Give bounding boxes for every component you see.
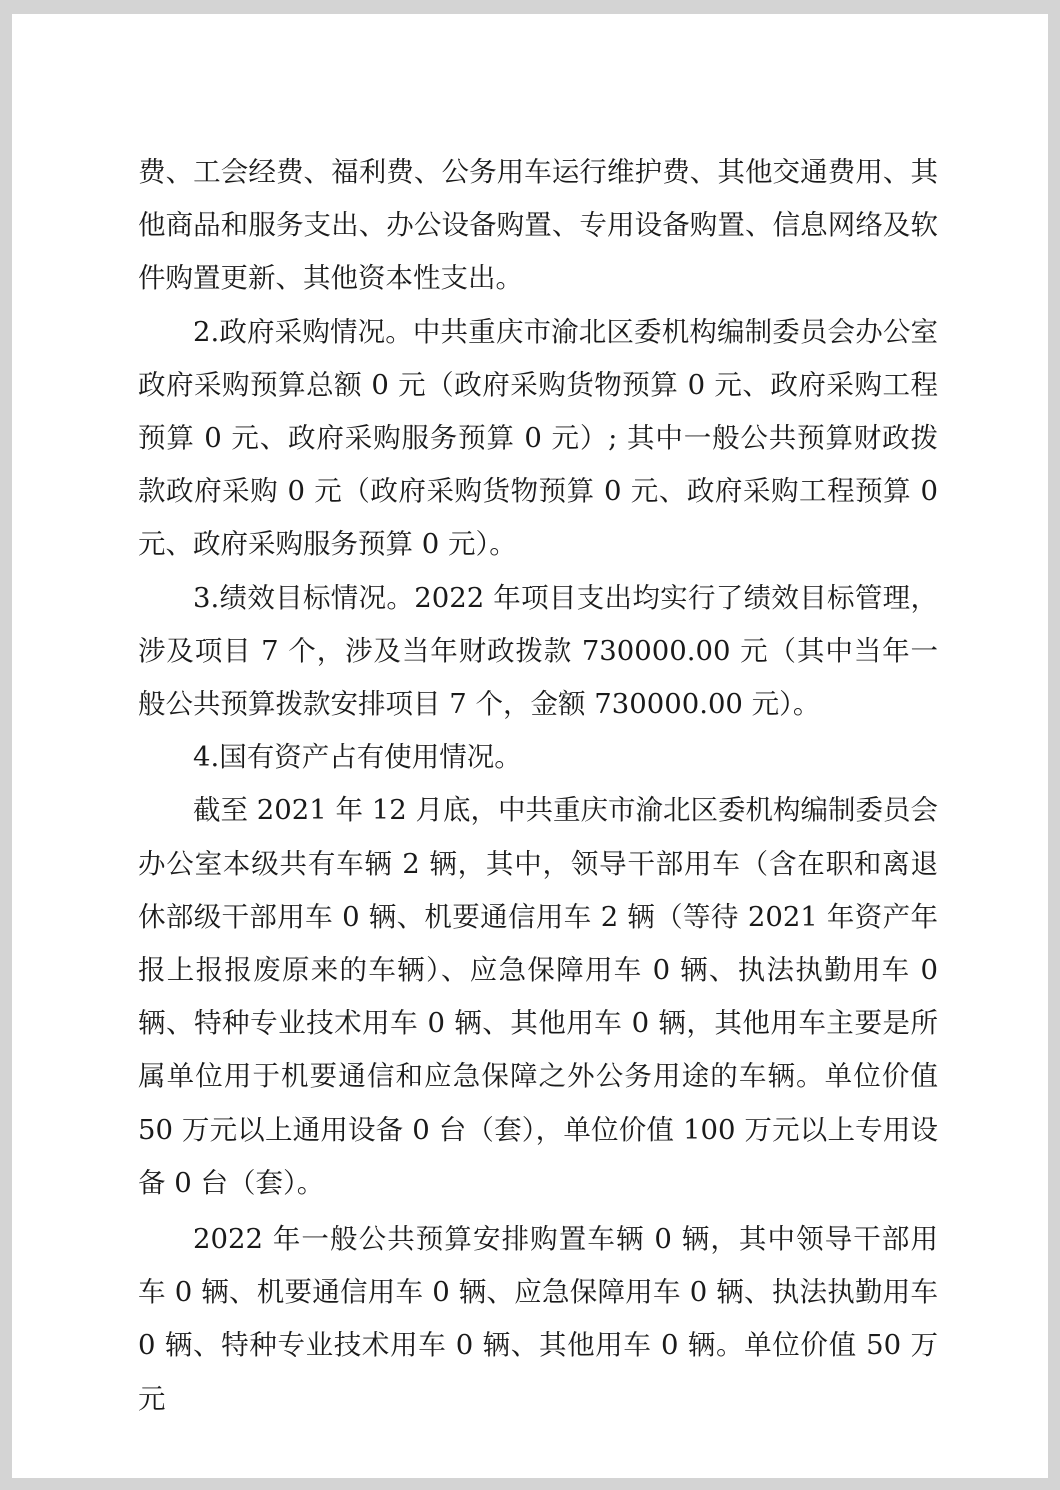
document-page <box>12 14 1048 1478</box>
paragraph-procurement: 2.政府采购情况。中共重庆市渝北区委机构编制委员会办公室政府采购预算总额 0 元（政府采购货物预算 0 元、政府采购工程预算 0 元、政府采购服务预算 0 元）; 其中一般公共预算财政拨款政府采购 0 元（政府采购货物预算 0 元、政府采购工程预算 0 元、政府采购服务预算 0 元）。 <box>138 315 938 561</box>
paragraph-performance: 3.绩效目标情况。2022 年项目支出均实行了绩效目标管理，涉及项目 7 个，涉及当年财政拨款 730000.00 元（其中当年一般公共预算拨款安排项目 7 个，金额 730000.00 元）。 <box>138 581 938 721</box>
document-body <box>138 146 938 1426</box>
paragraph-assets-heading: 4.国有资产占有使用情况。 <box>193 741 522 774</box>
paragraph-assets-2021: 截至 2021 年 12 月底，中共重庆市渝北区委机构编制委员会办公室本级共有车辆 2 辆，其中，领导干部用车（含在职和离退休部级干部用车 0 辆、机要通信用车 2 辆（等待 2021 年资产年报上报报废原来的车辆）、应急保障用车 0 辆、执法执勤用车 0 辆、特种专业技术用车 0 辆、其他用车 0 辆，其他用车主要是所属单位用于机要通信和应急保障之外公务用途的车辆。单位价值 50 万元以上通用设备 0 台（套），单位价值 100 万元以上专用设备 0 台（套）。 <box>138 794 938 1199</box>
paragraph-expense-continued: 费、工会经费、福利费、公务用车运行维护费、其他交通费用、其他商品和服务支出、办公设备购置、专用设备购置、信息网络及软件购置更新、其他资本性支出。 <box>138 156 938 295</box>
paragraph-vehicles-2022: 2022 年一般公共预算安排购置车辆 0 辆，其中领导干部用车 0 辆、机要通信用车 0 辆、应急保障用车 0 辆、执法执勤用车 0 辆、特种专业技术用车 0 辆、其他用车 0 辆。单位价值 50 万元 <box>138 1223 938 1415</box>
